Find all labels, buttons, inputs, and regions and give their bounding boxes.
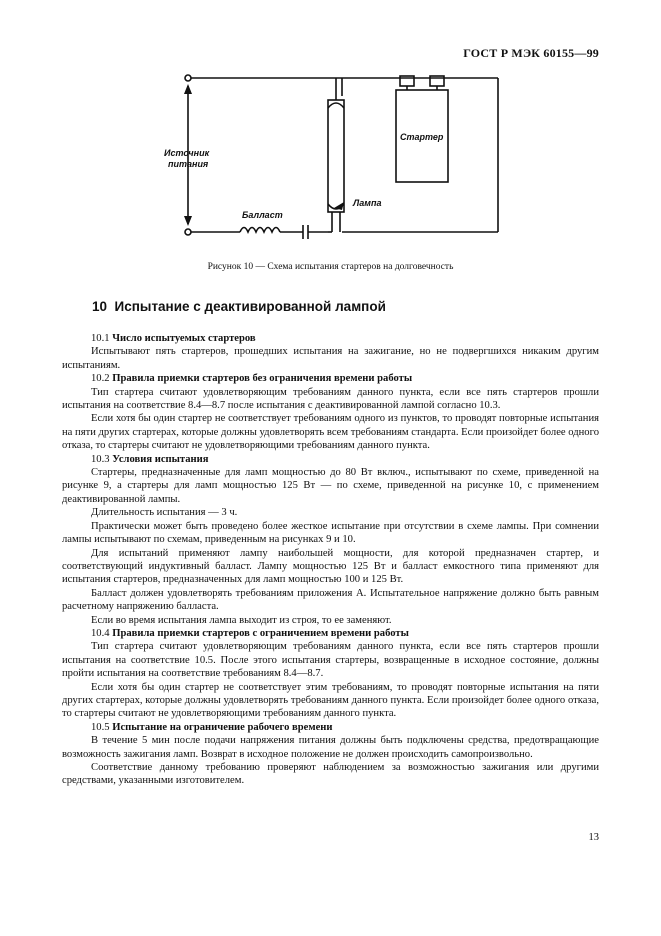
section-number: 10 [92,299,108,314]
lamp-electrode-top [328,103,344,108]
source-terminal-bottom [185,229,191,235]
paragraph: Стартеры, предназначенные для ламп мощностью до 80 Вт включ., испытывают по схеме, приведенной на рисунке 9, а стартеры для ламп мощностью 125 Вт — по схеме, приведенной на рисунке 10, с применением деактивированной лампы. [62,467,599,505]
circuit-diagram-svg [150,66,520,256]
label-source-line1: Источник [164,148,210,158]
paragraph: Практически может быть проведено более жесткое испытание при отсутствии в схеме лампы. При сомнении лампы испытывают по схемам, приведенным на рисунках 9 и 10. [62,520,599,546]
document-body [62,332,599,788]
paragraph: Для испытаний применяют лампу наибольшей мощности, для которой предназначен стартер, и соответствующий индуктивный балласт. Лампу мощностью 125 Вт и балласт емкостного типа применяют для испытания стартеров, предназначенных для ламп мощностью 100 и 125 Вт. [62,547,599,586]
subsection-10-1-heading: 10.1 Число испытуемых стартеров [91,333,256,344]
section-heading [92,299,386,314]
figure-caption: Рисунок 10 — Схема испытания стартеров на долговечность [207,262,454,272]
paragraph: Тип стартера считают удовлетворяющим требованиям данного пункта, если все пять стартеров прошли испытания на соответствие 8.4—8.7 после испытания с деактивированной лампой согласно 10.3. [62,386,599,412]
page-number: 13 [588,832,599,843]
paragraph: Если во время испытания лампа выходит из строя, то ее заменяют. [91,614,392,626]
arrowhead-down [184,216,192,226]
paragraph: Тип стартера считают удовлетворяющим требованиям данного пункта, если все пять стартеров прошли испытания на соответствие 10.5. После этого испытания стартеры, возвращенные в исходное состояние, должны пройти испытания на соответствие требованиям 8.4—8.7. [62,641,599,680]
source-terminal-top [185,75,191,81]
paragraph: Длительность испытания — 3 ч. [91,507,238,519]
section-title-text: Испытание с деактивированной лампой [114,299,386,314]
paragraph: Соответствие данному требованию проверяют наблюдением за возможностью зажигания или другими средствами, указанными изготовителем. [62,762,599,787]
paragraph: Балласт должен удовлетворять требованиям приложения А. Испытательное напряжение должно быть равным расчетному напряжению балласта. [62,587,599,613]
label-lamp: Лампа [353,198,382,208]
label-ballast: Балласт [242,210,283,220]
subsection-10-3-heading: 10.3 Условия испытания [91,453,209,465]
document-header: ГОСТ Р МЭК 60155—99 [463,46,599,60]
paragraph: Если хотя бы один стартер не соответствует требованиям одного из пунктов, то проводят повторные испытания на пяти других стартерах, которые должны удовлетворять всем требованиям стандарта. Если произойдет более одного отказа, то стартеры считают не удовлетворяющими требованиям данного пункта. [62,413,599,452]
paragraph: Испытывают пять стартеров, прошедших испытания на зажигание, но не подвергшихся никаким другим испытаниям. [62,346,599,371]
subsection-10-2-heading: 10.2 Правила приемки стартеров без ограничения времени работы [91,373,413,385]
subsection-10-4-heading: 10.4 Правила приемки стартеров с ограничением времени работы [91,627,409,639]
subsection-10-5-heading: 10.5 Испытание на ограничение рабочего времени [91,721,333,733]
label-starter: Стартер [400,132,444,142]
arrowhead-up [184,84,192,94]
label-source-line2: питания [168,159,209,169]
inductor-coil [240,228,280,233]
circuit-diagram [150,66,520,256]
paragraph: В течение 5 мин после подачи напряжения питания должны быть подключены средства, предотвращающие возможность зажигания ламп. Возврат в исходное положение не должен происходить самопроизвольно. [62,735,599,760]
lamp-tube [328,100,344,212]
paragraph: Если хотя бы один стартер не соответствует этим требованиям, то проводят повторные испытания на пяти других стартерах, которые должны удовлетворять требованиям данного пункта. Если произойдет более одного отказа, то стартеры считают не удовлетворяющими требованиям данного пункта. [62,681,599,720]
